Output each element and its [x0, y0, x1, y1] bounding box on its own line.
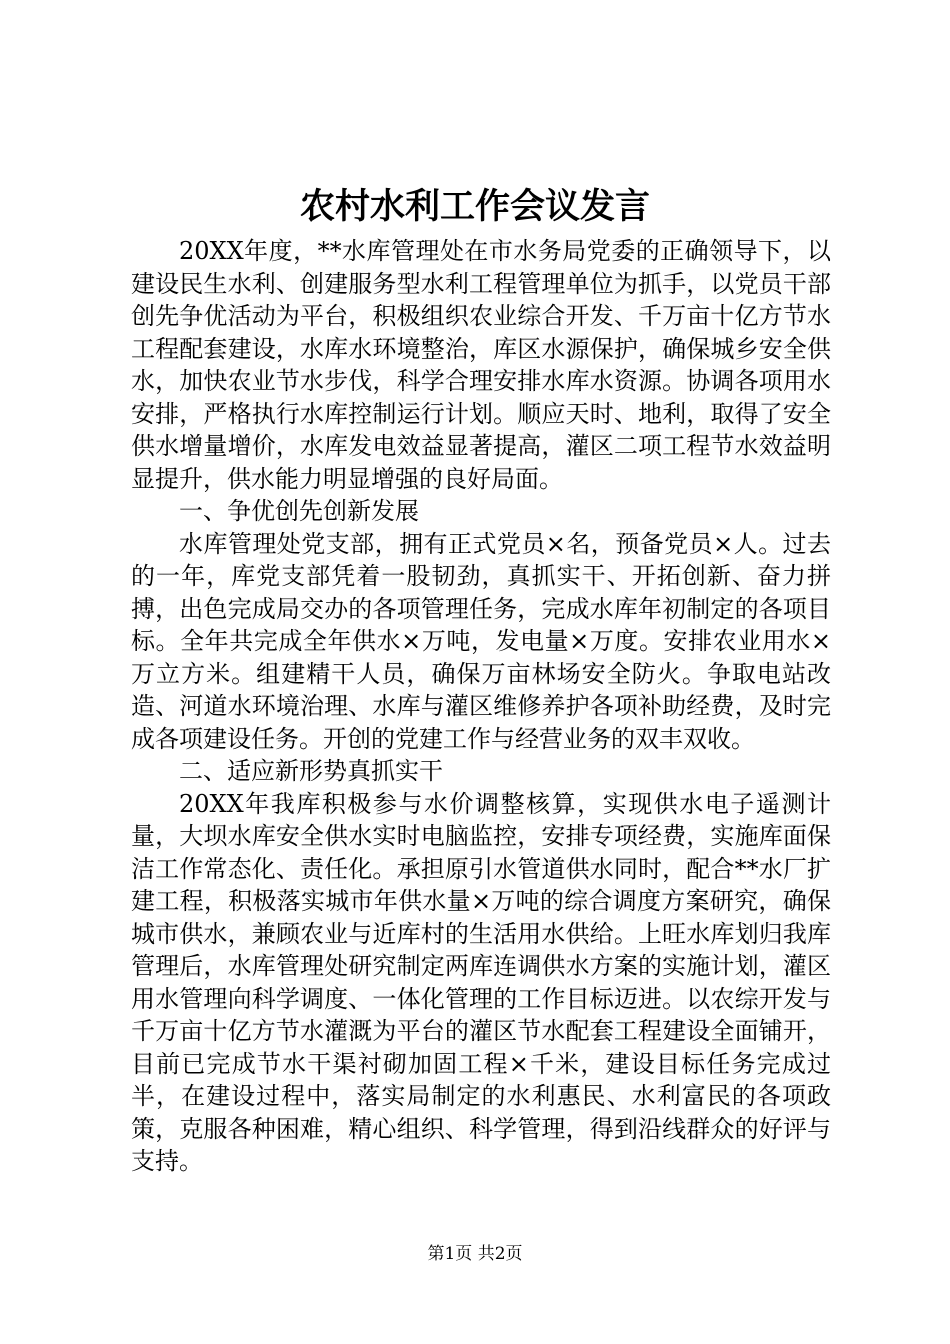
section-2-paragraph: 20XX年我库积极参与水价调整核算，实现供水电子遥测计量，大坝水库安全供水实时电脑监控，安排专项经费，实施库面保洁工作常态化、责任化。承担原引水管道供水同时，配合**水厂扩建工程，积极落实城市年供水量×万吨的综合调度方案研究，确保城市供水，兼顾农业与近库村的生活用水供给。上旺水库划归我库管理后，水库管理处研究制定两库连调供水方案的实施计划，灌区用水管理向科学调度、一体化管理的工作目标迈进。以农综开发与千万亩十亿方节水灌溉为平台的灌区节水配套工程建设全面铺开，目前已完成节水干渠衬砌加固工程×千米，建设目标任务完成过半，在建设过程中，落实局制定的水利惠民、水利富民的各项政策，克服各种困难，精心组织、科学管理，得到沿线群众的好评与支持。 [131, 789, 831, 1175]
section-heading-1: 一、争优创先创新发展 [179, 497, 419, 525]
document-body [131, 235, 831, 1178]
intro-paragraph: 20XX年度，**水库管理处在市水务局党委的正确领导下，以建设民生水利、创建服务型水利工程管理单位为抓手，以党员干部创先争优活动为平台，积极组织农业综合开发、千万亩十亿方节水工程配套建设，水库水环境整治，库区水源保护，确保城乡安全供水，加快农业节水步伐，科学合理安排水库水资源。协调各项用水安排，严格执行水库控制运行计划。顺应天时、地利，取得了安全供水增量增价，水库发电效益显著提高，灌区二项工程节水效益明显提升，供水能力明显增强的良好局面。 [131, 237, 831, 493]
document-title: 农村水利工作会议发言 [299, 186, 650, 227]
page-footer: 第1页 共2页 [427, 1244, 523, 1264]
section-1-paragraph: 水库管理处党支部，拥有正式党员×名，预备党员×人。过去的一年，库党支部凭着一股韧劲，真抓实干、开拓创新、奋力拼搏，出色完成局交办的各项管理任务，完成水库年初制定的各项目标。全年共完成全年供水×万吨，发电量×万度。安排农业用水×万立方米。组建精干人员，确保万亩林场安全防火。争取电站改造、河道水环境治理、水库与灌区维修养护各项补助经费，及时完成各项建设任务。开创的党建工作与经营业务的双丰双收。 [131, 529, 831, 753]
section-heading-2: 二、适应新形势真抓实干 [179, 757, 443, 785]
